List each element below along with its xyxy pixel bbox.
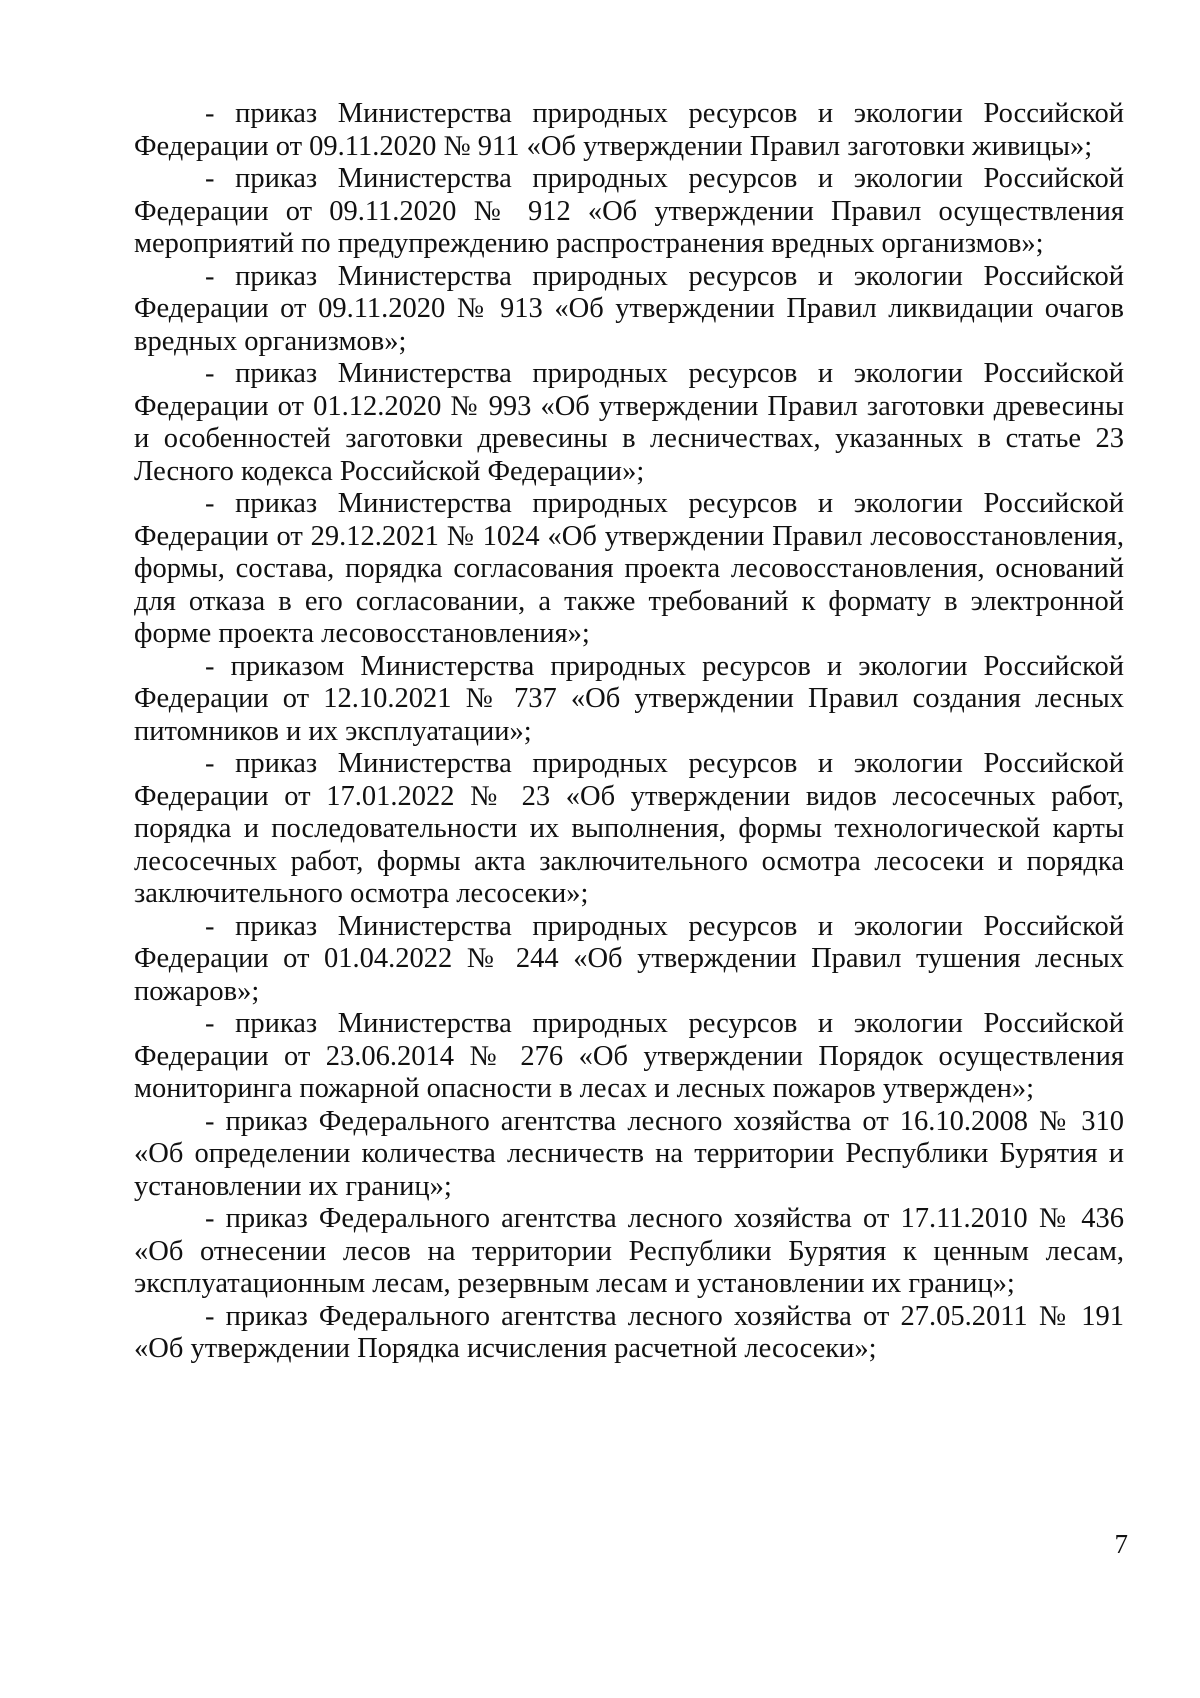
paragraph-order-913: - приказ Министерства природных ресурсов и экологии Российской Федерации от 09.11.2020 № 913 «Об утверждении Правил ликвидации очагов вредных организмов»; (134, 260, 1124, 357)
paragraph-order-310: - приказ Федерального агентства лесного хозяйства от 16.10.2008 № 310 «Об определении количества лесничеств на территории Республики Бурятия и установлении их границ»; (134, 1105, 1124, 1202)
paragraph-order-993: - приказ Министерства природных ресурсов и экологии Российской Федерации от 01.12.2020 № 993 «Об утверждении Правил заготовки древесины и особенностей заготовки древесины в лесничествах, указанных в статье 23 Лесного кодекса Российской Федерации»; (134, 358, 1124, 487)
paragraph-order-911: - приказ Министерства природных ресурсов и экологии Российской Федерации от 09.11.2020 № 911 «Об утверждении Правил заготовки живицы»; (134, 98, 1124, 162)
paragraph-order-737: - приказом Министерства природных ресурсов и экологии Российской Федерации от 12.10.2021 № 737 «Об утверждении Правил создания лесных питомников и их эксплуатации»; (134, 650, 1124, 747)
paragraph-order-436: - приказ Федерального агентства лесного хозяйства от 17.11.2010 № 436 «Об отнесении лесов на территории Республики Бурятия к ценным лесам, эксплуатационным лесам, резервным лесам и установлении их границ»; (134, 1203, 1124, 1299)
paragraph-order-23: - приказ Министерства природных ресурсов и экологии Российской Федерации от 17.01.2022 № 23 «Об утверждении видов лесосечных работ, порядка и последовательности их выполнения, формы технологической карты лесосечных работ, формы акта заключительного осмотра лесосеки и порядка заключительного осмотра лесосеки»; (134, 748, 1124, 909)
paragraph-order-912: - приказ Министерства природных ресурсов и экологии Российской Федерации от 09.11.2020 № 912 «Об утверждении Правил осуществления мероприятий по предупреждению распространения вредных организмов»; (134, 163, 1124, 259)
paragraph-order-244: - приказ Министерства природных ресурсов и экологии Российской Федерации от 01.04.2022 № 244 «Об утверждении Правил тушения лесных пожаров»; (134, 910, 1124, 1007)
page-number: 7 (1114, 1529, 1128, 1559)
paragraph-order-1024: - приказ Министерства природных ресурсов и экологии Российской Федерации от 29.12.2021 № 1024 «Об утверждении Правил лесовосстановления, формы, состава, порядка согласования проекта лесовосстановления, оснований для отказа в его согласовании, а также требований к формату в электронной форме проекта лесовосстановления»; (134, 488, 1124, 649)
paragraph-order-276: - приказ Министерства природных ресурсов и экологии Российской Федерации от 23.06.2014 № 276 «Об утверждении Порядок осуществления мониторинга пожарной опасности в лесах и лесных пожаров утвержден»; (134, 1008, 1124, 1104)
paragraph-order-191: - приказ Федерального агентства лесного хозяйства от 27.05.2011 № 191 «Об утверждении Порядка исчисления расчетной лесосеки»; (134, 1300, 1124, 1364)
document-body (134, 98, 1124, 1366)
